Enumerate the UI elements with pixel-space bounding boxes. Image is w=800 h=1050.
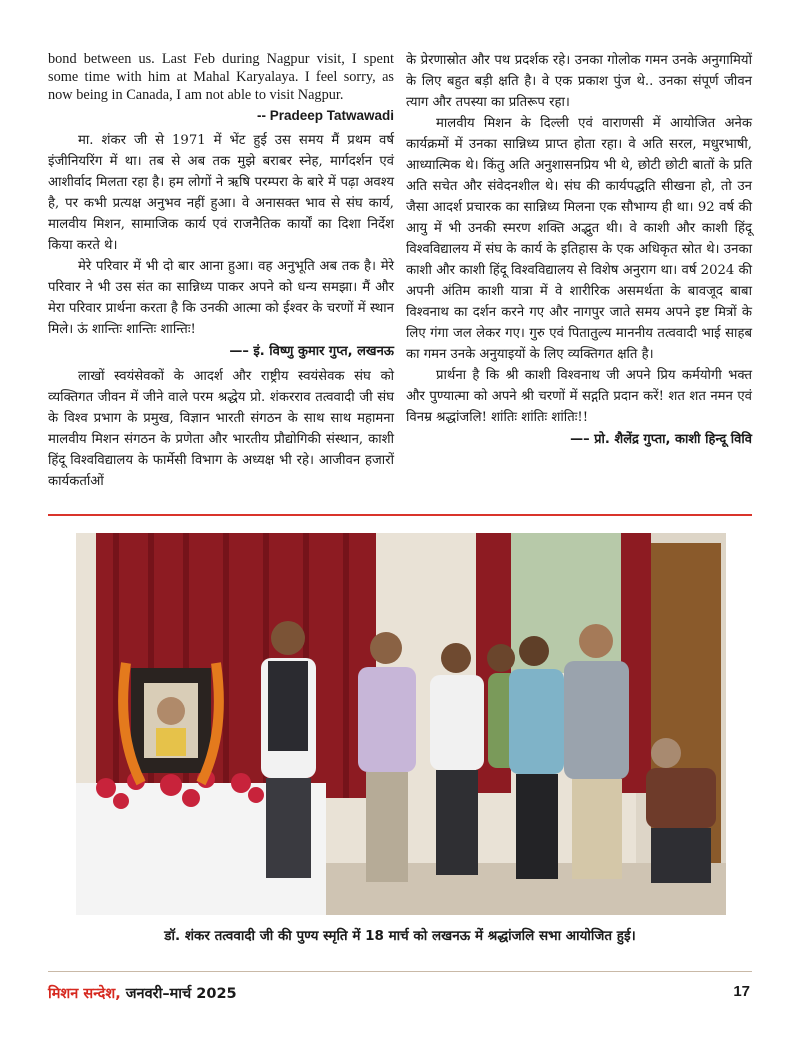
footer-divider: [48, 971, 752, 972]
left-paragraph-3: मेरे परिवार में भी दो बार आना हुआ। वह अनुभूति अब तक है। मेरे परिवार ने भी उस संत का सान्निध्य पाकर अपने को धन्य समझा। मैं और मेरा परिवार प्रार्थना करता है कि उनकी आत्मा को ईश्वर के चरणों में स्थान मिले। ऊं शान्तिः शान्तिः शान्तिः!: [48, 259, 394, 337]
left-paragraph-4: लाखों स्वयंसेवकों के आदर्श और राष्ट्रीय स्वयंसेवक संघ को व्यक्तिगत जीवन में जीने वाले परम श्रद्धेय प्रो. शंकरराव तत्ववादी जी संघ के विश्व प्रभाग के प्रमुख, विज्ञान भारती संगठन के साथ साथ महामना मालवीय मिशन संगठन के प्रणेता और भारतीय प्रौद्योगिकी संस्थान, काशी हिंदू विश्वविद्यालय के फार्मेसी विभाग के अध्यक्ष भी रहे। आजीवन हजारों कार्यकर्ताओं: [48, 369, 394, 489]
left-paragraph-english: bond between us. Last Feb during Nagpur visit, I spent some time with him at Mahal Karyalaya. I feel sorry, as now being in Canada, I am not able to visit Nagpur.: [48, 51, 394, 103]
signature-shailendra-gupta: —– प्रो. शैलेंद्र गुप्ता, काशी हिन्दू विवि: [570, 432, 752, 447]
right-paragraph-3: प्रार्थना है कि श्री काशी विश्वनाथ जी अपने प्रिय कर्मयोगी भक्त और पुण्यात्मा को अपने श्री चरणों में सद्गति प्रदान करें! शत शत नमन एवं विनम्र श्रद्धांजलि! शांतिः शांतिः शांतिः!!: [406, 368, 752, 425]
right-paragraph-2: मालवीय मिशन के दिल्ली एवं वाराणसी में आयोजित अनेक कार्यक्रमों में उनका सान्निध्य प्राप्त होता रहा। वे अति सरल, मधुरभाषी, आध्यात्मिक थे। किंतु अति अनुशासनप्रिय भी थे, छोटी छोटी बातों के प्रति अति सचेत और संवेदनशील थे। संघ की कार्यपद्धति सीखना हो, तो उन जैसा आदर्श प्रचारक का सान्निध्य मिलना एक सौभाग्य ही था। 92 वर्ष की आयु में भी उनकी स्मरण शक्ति अद्भुत थी। वे काशी और काशी हिंदू विश्वविद्यालय में संघ के कार्य के इतिहास के एक अधिकृत स्रोत थे। उनका काशी और काशी हिंदू विश्वविद्यालय से विशेष अनुराग था। वर्ष 2024 की अपनी अंतिम काशी यात्रा में वे शारीरिक असमर्थता के बावजूद बाबा विश्वनाथ का दर्शन करने गए और नागपुर जाते समय अपने इष्ट मित्रों के लिए गंगा जल लेकर गए। गुरु एवं पितातुल्य माननीय तत्ववादी भाई साहब का गमन उनके अनुयाइयों के लिए व्यक्तिगत क्षति है।: [406, 116, 752, 362]
left-paragraph-2: मा. शंकर जी से 1971 में भेंट हुई उस समय मैं प्रथम वर्ष इंजीनियरिंग में था। तब से अब तक मुझे बराबर स्नेह, मार्गदर्शन एवं आशीर्वाद मिलता रहा है। हम लोगों ने ऋषि परम्परा के बारे में पढ़ा अवश्य है, पर कभी प्रत्यक्ष अनुभव नहीं हुआ। वे अनासक्त भाव से संघ कार्य, मालवीय मिशन, सामाजिक कार्य एवं राजनैतिक कार्यों का दिशा निर्देश किया करते थे।: [48, 133, 394, 253]
signature-pradeep-tatwawadi: -- Pradeep Tatwawadi: [256, 108, 394, 123]
signature-vishnu-kumar-gupt: —– इं. विष्णु कुमार गुप्त, लखनऊ: [229, 344, 394, 359]
right-paragraph-1: के प्रेरणास्रोत और पथ प्रदर्शक रहे। उनका गोलोक गमन उनके अनुगामियों के लिए बहुत बड़ी क्षति है। वे एक प्रकाश पुंज थे.. उनका संपूर्ण जीवन त्याग और तपस्या का प्रतिरूप रहा।: [406, 53, 752, 110]
left-column: [48, 50, 394, 492]
right-column: [406, 50, 752, 454]
section-divider: [48, 514, 752, 516]
photo-caption: डॉ. शंकर तत्ववादी जी की पुण्य स्मृति में 18 मार्च को लखनऊ में श्रद्धांजलि सभा आयोजित हुई।: [164, 928, 636, 944]
issue-dates: जनवरी–मार्च 2025: [120, 986, 237, 1002]
footer-publication: [48, 983, 237, 1003]
photo-illustration: [76, 533, 726, 915]
page-number: 17: [733, 983, 750, 1000]
magazine-name: मिशन सन्देश,: [48, 986, 121, 1002]
tribute-meeting-photo: [76, 533, 726, 915]
